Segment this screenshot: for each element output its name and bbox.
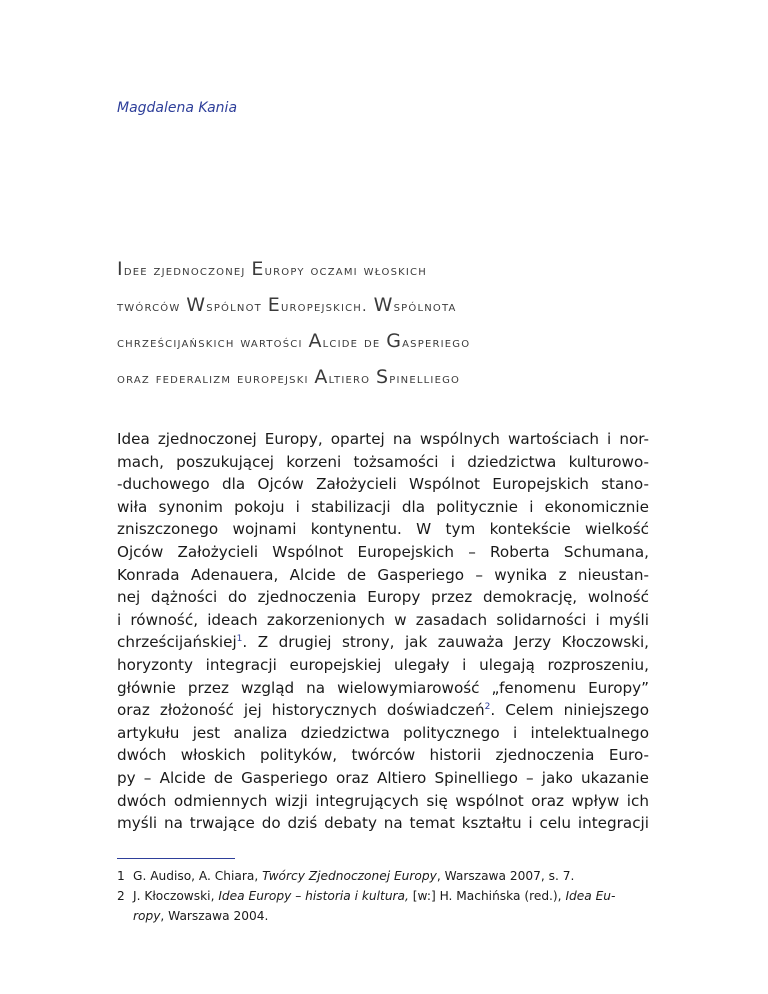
article-title — [117, 252, 677, 396]
body-line: dwóch włoskich polityków, twórców historii zjednoczenia Euro- — [117, 746, 649, 765]
body-line: horyzonty integracji europejskiej ulegały i ulegają rozproszeniu, — [117, 655, 649, 674]
body-line: i równość, ideach zakorzenionych w zasadach solidarności i myśli — [117, 610, 649, 629]
footnote-divider — [117, 858, 235, 859]
body-line: myśli na trwające do dziś debaty na temat kształtu i celu integracji — [117, 814, 649, 833]
footnote-number: 1 — [117, 869, 125, 883]
body-paragraph — [117, 428, 649, 835]
body-line: zniszczonego wojnami kontynentu. W tym kontekście wielkość — [117, 520, 649, 539]
body-line: dwóch odmiennych wizji integrujących się wspólnot oraz wpływ ich — [117, 791, 649, 810]
body-line: nej dążności do zjednoczenia Europy przez demokrację, wolność — [117, 588, 649, 607]
title-line: Idee zjednoczonej Europy oczami włoskich — [117, 258, 427, 280]
body-line: głównie przez wzgląd na wielowymiarowość „fenomenu Europy” — [117, 678, 649, 697]
footnote-number: 2 — [117, 889, 125, 903]
body-line: mach, poszukującej korzeni tożsamości i dziedzictwa kulturowo- — [117, 452, 649, 471]
footnote-ref[interactable]: 2 — [484, 702, 491, 713]
footnote-1 — [117, 866, 657, 886]
title-line: oraz federalizm europejski Altiero Spinelliego — [117, 366, 461, 388]
body-line: chrześcijańskiej$^1$. Z drugiej strony, jak zauważa Jerzy Kłoczowski, — [117, 633, 649, 652]
footnotes — [117, 866, 657, 926]
body-line: wiła synonim pokoju i stabilizacji dla politycznie i ekonomicznie — [117, 497, 649, 516]
title-line: chrześcijańskich wartości Alcide de Gasperiego — [117, 330, 471, 352]
footnote-text: G. Audiso, A. Chiara, Twórcy Zjednoczonej Europy, Warszawa 2007, s. 7. — [133, 869, 575, 883]
footnote-2 — [117, 886, 657, 926]
body-line: Ojców Założycieli Wspólnot Europejskich – Roberta Schumana, — [117, 542, 649, 561]
body-line: Idea zjednoczonej Europy, opartej na wspólnych wartościach i nor- — [117, 430, 649, 448]
body-line: -duchowego dla Ojców Założycieli Wspólnot Europejskich stano- — [117, 475, 649, 494]
body-line: artykułu jest analiza dziedzictwa politycznego i intelektualnego — [117, 723, 649, 742]
body-line: oraz złożoność jej historycznych doświadczeń$^2$. Celem niniejszego — [117, 701, 649, 720]
footnote-text: J. Kłoczowski, Idea Europy – historia i kultura, [w:] H. Machińska (red.), Idea Eu- ropy, Warszawa 2004. — [133, 889, 616, 923]
body-line: py – Alcide de Gasperiego oraz Altiero Spinelliego – jako ukazanie — [117, 768, 649, 787]
author-name: Magdalena Kania — [117, 100, 238, 116]
title-line: twórców Wspólnot Europejskich. Wspólnota — [117, 294, 457, 316]
footnote-ref[interactable]: 1 — [236, 634, 243, 645]
body-line: Konrada Adenauera, Alcide de Gasperiego – wynika z nieustan- — [117, 565, 649, 584]
